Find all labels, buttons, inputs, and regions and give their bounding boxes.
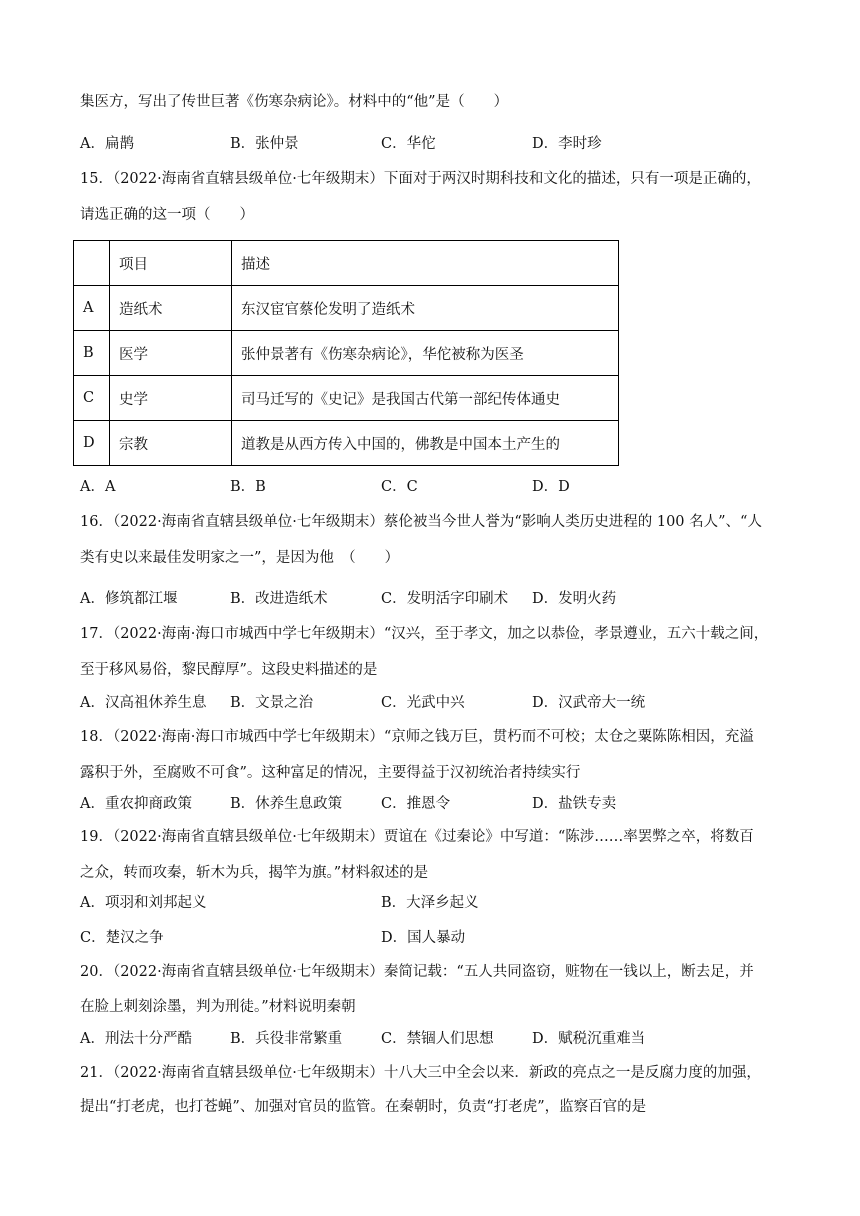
q15-stem-line1: 15．（2022·海南省直辖县级单位·七年级期末）下面对于两汉时期科技和文化的描述，只有一项是正确的， bbox=[80, 171, 761, 187]
q18-stem-line2: 露积于外，至腐败不可食”。这种富足的情况，主要得益于汉初统治者持续实行 bbox=[80, 765, 581, 781]
table-row bbox=[74, 286, 619, 331]
q14-option-a[interactable]: A．扁鹊 bbox=[80, 136, 134, 152]
q19-option-d[interactable]: D．国人暴动 bbox=[381, 930, 466, 946]
q19-stem-line1: 19．（2022·海南省直辖县级单位·七年级期末）贾谊在《过秦论》中写道：“陈涉……率罢弊之卒，将数百 bbox=[80, 829, 754, 845]
q18-option-a[interactable]: A．重农抑商政策 bbox=[80, 796, 192, 812]
table-header-cell bbox=[74, 241, 110, 286]
q20-option-b[interactable]: B．兵役非常繁重 bbox=[230, 1031, 343, 1047]
q14-option-d[interactable]: D．李时珍 bbox=[532, 136, 602, 152]
q17-option-a[interactable]: A．汉高祖休养生息 bbox=[80, 695, 207, 711]
table-cell: D bbox=[74, 421, 110, 466]
q16-stem-line2: 类有史以来最佳发明家之一”，是因为他 （ ） bbox=[80, 550, 400, 566]
table-cell: 造纸术 bbox=[110, 286, 232, 331]
q21-stem-line2: 提出“打老虎，也打苍蝇”、加强对官员的监管。在秦朝时，负责“打老虎”，监察百官的是 bbox=[80, 1099, 647, 1115]
q21-stem-line1: 21．（2022·海南省直辖县级单位·七年级期末）十八大三中全会以来．新政的亮点之一是反腐力度的加强， bbox=[80, 1065, 761, 1081]
q16-stem-line1: 16．（2022·海南省直辖县级单位·七年级期末）蔡伦被当今世人誉为“影响人类历史进程的 100 名人”、“人 bbox=[80, 514, 762, 530]
q16-option-c[interactable]: C．发明活字印刷术 bbox=[381, 591, 509, 607]
q20-stem-line1: 20．（2022·海南省直辖县级单位·七年级期末）秦简记载：“五人共同盗窃，赃物在一钱以上，断去足，并 bbox=[80, 964, 754, 980]
q15-option-b[interactable]: B．B bbox=[230, 479, 266, 495]
table-cell: 张仲景著有《伤寒杂病论》，华佗被称为医圣 bbox=[232, 331, 619, 376]
q17-option-d[interactable]: D．汉武帝大一统 bbox=[532, 695, 646, 711]
q16-option-a[interactable]: A．修筑都江堰 bbox=[80, 591, 178, 607]
q20-option-c[interactable]: C．禁锢人们思想 bbox=[381, 1031, 494, 1047]
table-header-cell: 描述 bbox=[232, 241, 619, 286]
q16-option-b[interactable]: B．改进造纸术 bbox=[230, 591, 328, 607]
table-cell: A bbox=[74, 286, 110, 331]
table-cell: 医学 bbox=[110, 331, 232, 376]
q19-option-b[interactable]: B．大泽乡起义 bbox=[381, 895, 479, 911]
q18-stem-line1: 18．（2022·海南·海口市城西中学七年级期末）“京师之钱万巨，贯朽而不可校；太仓之粟陈陈相因，充溢 bbox=[80, 729, 754, 745]
q19-option-c[interactable]: C．楚汉之争 bbox=[80, 930, 164, 946]
q18-option-b[interactable]: B．休养生息政策 bbox=[230, 796, 343, 812]
q15-option-d[interactable]: D．D bbox=[532, 479, 570, 495]
table-row bbox=[74, 331, 619, 376]
q18-option-d[interactable]: D．盐铁专卖 bbox=[532, 796, 617, 812]
table-cell: 司马迁写的《史记》是我国古代第一部纪传体通史 bbox=[232, 376, 619, 421]
table-row bbox=[74, 421, 619, 466]
q14-option-c[interactable]: C．华佗 bbox=[381, 136, 436, 152]
table-cell: 东汉宦官蔡伦发明了造纸术 bbox=[232, 286, 619, 331]
q14-stem: 集医方，写出了传世巨著《伤寒杂病论》。材料中的“他”是（ ） bbox=[80, 94, 509, 110]
q18-option-c[interactable]: C．推恩令 bbox=[381, 796, 451, 812]
table-cell: C bbox=[74, 376, 110, 421]
table-header-row bbox=[74, 241, 619, 286]
q16-option-d[interactable]: D．发明火药 bbox=[532, 591, 617, 607]
q15-option-c[interactable]: C．C bbox=[381, 479, 418, 495]
q15-option-a[interactable]: A．A bbox=[80, 479, 116, 495]
table-cell: 史学 bbox=[110, 376, 232, 421]
table-row bbox=[74, 376, 619, 421]
q20-option-a[interactable]: A．刑法十分严酷 bbox=[80, 1031, 192, 1047]
q15-stem-line2: 请选正确的这一项（ ） bbox=[80, 207, 254, 223]
table-cell: B bbox=[74, 331, 110, 376]
q19-option-a[interactable]: A．项羽和刘邦起义 bbox=[80, 895, 207, 911]
table-cell: 宗教 bbox=[110, 421, 232, 466]
q19-stem-line2: 之众，转而攻秦，斩木为兵，揭竿为旗。”材料叙述的是 bbox=[80, 865, 429, 881]
q14-option-b[interactable]: B．张仲景 bbox=[230, 136, 299, 152]
q17-stem-line2: 至于移风易俗，黎民醇厚”。这段史料描述的是 bbox=[80, 662, 378, 678]
q15-table bbox=[73, 240, 619, 466]
table-header-cell: 项目 bbox=[110, 241, 232, 286]
q20-option-d[interactable]: D．赋税沉重难当 bbox=[532, 1031, 646, 1047]
table-cell: 道教是从西方传入中国的，佛教是中国本土产生的 bbox=[232, 421, 619, 466]
q17-option-c[interactable]: C．光武中兴 bbox=[381, 695, 465, 711]
q17-option-b[interactable]: B．文景之治 bbox=[230, 695, 314, 711]
q17-stem-line1: 17．（2022·海南·海口市城西中学七年级期末）“汉兴，至于孝文，加之以恭俭，孝景遵业，五六十载之间， bbox=[80, 626, 769, 642]
q20-stem-line2: 在脸上刺刻涂墨，判为刑徒。”材料说明秦朝 bbox=[80, 999, 356, 1015]
